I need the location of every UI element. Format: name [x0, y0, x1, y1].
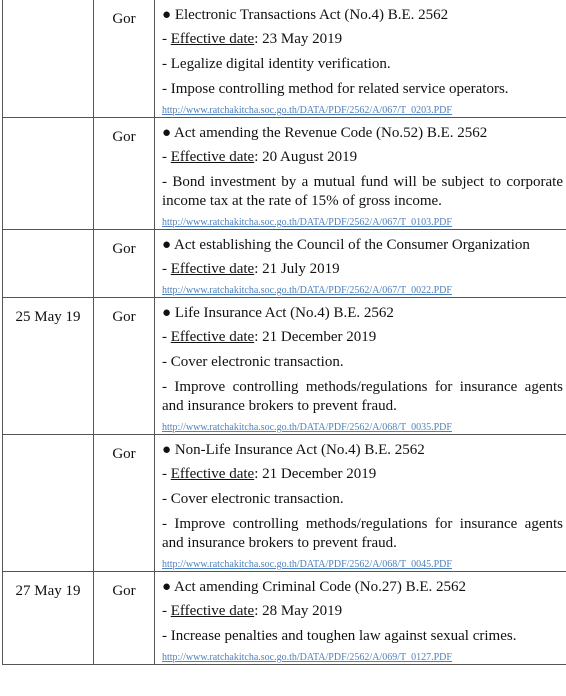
effective-date-value: : 21 December 2019	[254, 466, 377, 482]
point-text: - Improve controlling methods/regulations for insurance agents and insurance brokers to prevent fraud.	[162, 379, 563, 414]
table-row	[3, 298, 566, 435]
bullet-icon: ●	[162, 579, 172, 595]
source-cell: Gor	[94, 572, 155, 665]
effective-date: - Effective date: 21 July 2019	[162, 261, 340, 277]
law-title-text: Life Insurance Act (No.4) B.E. 2562	[174, 305, 394, 321]
law-title-text: Act establishing the Council of the Consumer Organization	[174, 237, 530, 253]
effective-date-label: Effective date	[170, 329, 255, 345]
effective-date-value: : 28 May 2019	[254, 603, 343, 619]
effective-date-value: : 21 July 2019	[254, 261, 340, 277]
source-link[interactable]: http://www.ratchakitcha.soc.go.th/DATA/PDF/2562/A/067/T_0203.PDF	[162, 105, 452, 116]
source-link[interactable]: http://www.ratchakitcha.soc.go.th/DATA/PDF/2562/A/067/T_0022.PDF	[162, 285, 452, 296]
table-row	[3, 435, 566, 572]
legislation-table	[2, 0, 566, 665]
source-cell: Gor	[94, 435, 155, 572]
effective-date-label: Effective date	[170, 466, 255, 482]
source-cell: Gor	[94, 118, 155, 230]
law-title	[162, 578, 563, 597]
bullet-icon: ●	[162, 305, 172, 321]
source-cell: Gor	[94, 230, 155, 298]
source-link[interactable]: http://www.ratchakitcha.soc.go.th/DATA/PDF/2562/A/067/T_0103.PDF	[162, 217, 452, 228]
date-cell	[3, 118, 94, 230]
date-cell: 27 May 19	[3, 572, 94, 665]
effective-date-label: Effective date	[170, 261, 255, 277]
law-title-text: Act amending Criminal Code (No.27) B.E. 2562	[174, 579, 467, 595]
source-link[interactable]: http://www.ratchakitcha.soc.go.th/DATA/PDF/2562/A/068/T_0035.PDF	[162, 422, 452, 433]
effective-date-value: : 20 August 2019	[254, 149, 358, 165]
effective-date-value: : 23 May 2019	[254, 31, 343, 47]
law-title-text: Non-Life Insurance Act (No.4) B.E. 2562	[174, 442, 425, 458]
law-title	[162, 6, 563, 25]
date-cell: 25 May 19	[3, 298, 94, 435]
bullet-icon: ●	[162, 7, 172, 23]
bullet-icon: ●	[162, 237, 172, 253]
table-row	[3, 230, 566, 298]
point-text: - Bond investment by a mutual fund will be subject to corporate income tax at the rate of 15% of gross income.	[162, 174, 563, 209]
effective-date: - Effective date: 21 December 2019	[162, 329, 377, 345]
content-cell	[155, 230, 566, 298]
content-cell	[155, 0, 566, 118]
law-title	[162, 441, 563, 460]
point-text: - Legalize digital identity verification.	[162, 56, 391, 72]
effective-date-label: Effective date	[170, 603, 255, 619]
content-cell	[155, 298, 566, 435]
source-link[interactable]: http://www.ratchakitcha.soc.go.th/DATA/PDF/2562/A/068/T_0045.PDF	[162, 559, 452, 570]
bullet-icon: ●	[162, 125, 172, 141]
source-cell: Gor	[94, 298, 155, 435]
effective-date-label: Effective date	[170, 149, 255, 165]
content-cell	[155, 435, 566, 572]
table-row	[3, 118, 566, 230]
table-row	[3, 0, 566, 118]
content-cell	[155, 572, 566, 665]
point-text: - Cover electronic transaction.	[162, 354, 344, 370]
date-cell	[3, 435, 94, 572]
effective-date: - Effective date: 23 May 2019	[162, 31, 343, 47]
effective-date-label: Effective date	[170, 31, 255, 47]
table-row	[3, 572, 566, 665]
effective-date: - Effective date: 21 December 2019	[162, 466, 377, 482]
source-cell: Gor	[94, 0, 155, 118]
point-text: - Cover electronic transaction.	[162, 491, 344, 507]
effective-date: - Effective date: 28 May 2019	[162, 603, 343, 619]
bullet-icon: ●	[162, 442, 172, 458]
law-title-text: Electronic Transactions Act (No.4) B.E. 2562	[174, 7, 449, 23]
point-text: - Increase penalties and toughen law against sexual crimes.	[162, 628, 517, 644]
law-title	[162, 124, 563, 143]
date-cell	[3, 0, 94, 118]
law-title	[162, 304, 563, 323]
effective-date: - Effective date: 20 August 2019	[162, 149, 358, 165]
point-text: - Impose controlling method for related service operators.	[162, 81, 509, 97]
law-title	[162, 236, 563, 255]
legislation-table-body	[3, 0, 566, 665]
effective-date-value: : 21 December 2019	[254, 329, 377, 345]
law-title-text: Act amending the Revenue Code (No.52) B.E. 2562	[174, 125, 488, 141]
point-text: - Improve controlling methods/regulations for insurance agents and insurance brokers to prevent fraud.	[162, 516, 563, 551]
content-cell	[155, 118, 566, 230]
date-cell	[3, 230, 94, 298]
source-link[interactable]: http://www.ratchakitcha.soc.go.th/DATA/PDF/2562/A/069/T_0127.PDF	[162, 652, 452, 663]
